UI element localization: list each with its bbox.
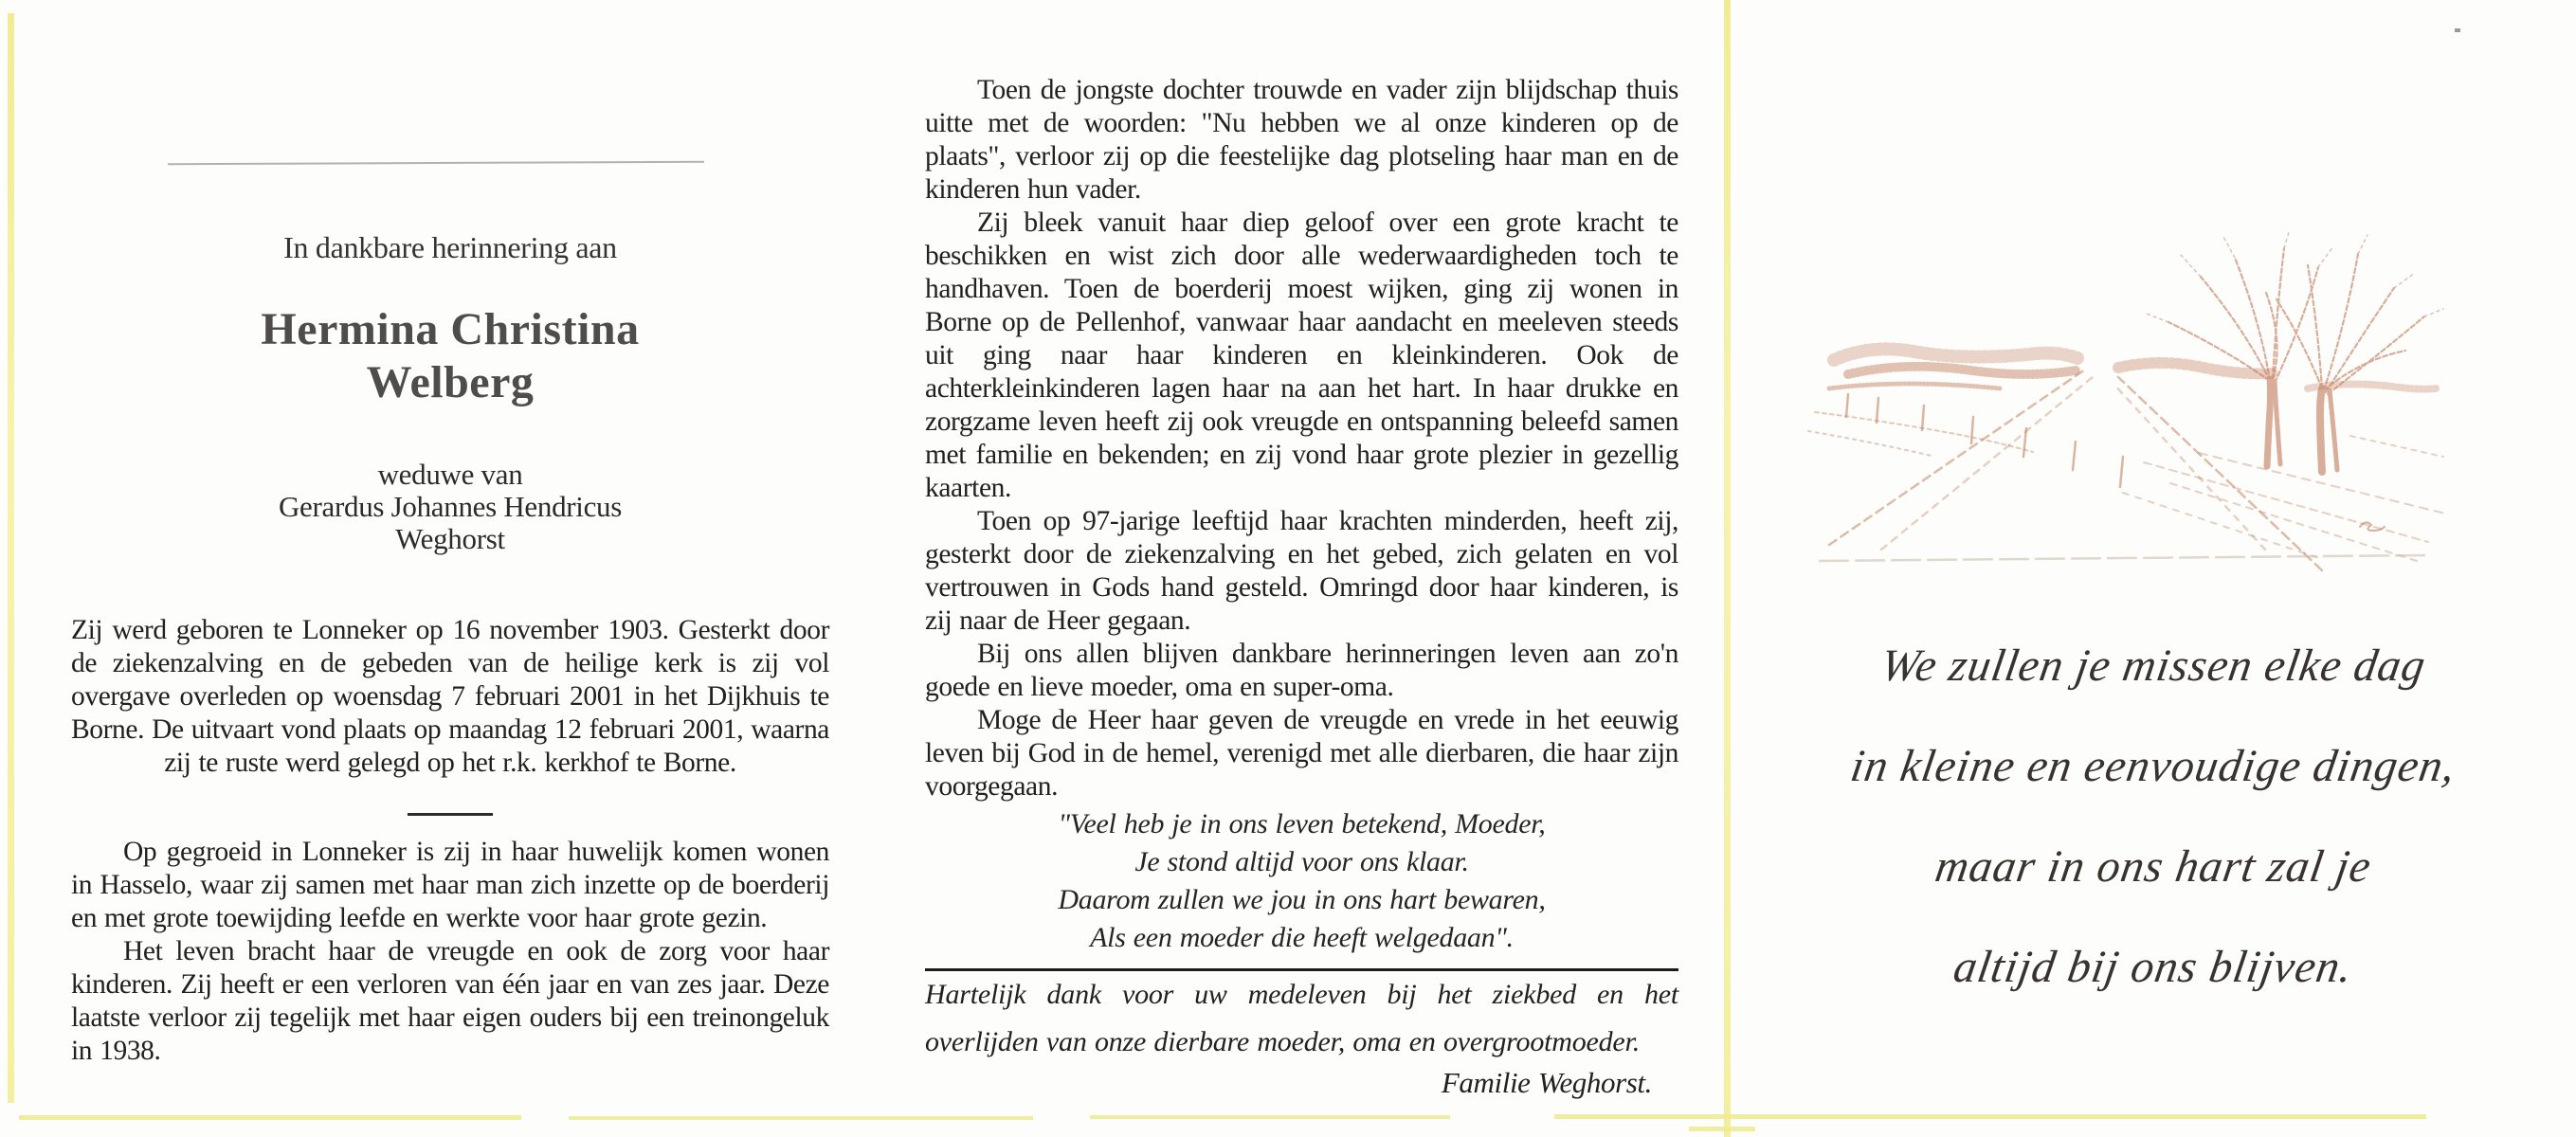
verse-line-3: maar in ons hart zal je xyxy=(1932,841,2375,892)
poem-line-4: Als een moeder die heeft welgedaan". xyxy=(1090,922,1514,953)
scan-fold-line xyxy=(1724,0,1731,1137)
memorial-poem xyxy=(925,803,1678,957)
spouse-name-line2: Weghorst xyxy=(395,522,505,555)
life-paragraph-1: Toen de jongste dochter trouwde en vader zijn blijdschap thuis uitte met de woorden: "Nu hebben we al onze kinderen op de plaats", verloor zij op die feestelijke dag plotseling haar man en de kinderen hun vader. xyxy=(925,75,1678,205)
poem-line-2: Je stond altijd voor ons klaar. xyxy=(1134,846,1469,877)
spouse-name-line1: Gerardus Johannes Hendricus xyxy=(278,490,623,523)
middle-panel xyxy=(925,0,1678,1137)
deceased-name-line1: Hermina Christina xyxy=(261,304,640,354)
life-paragraph-2: Zij bleek vanuit haar diep geloof over een grote kracht te beschikken en wist zich door alle wederwaardigheden toch te handhaven. Toen de boerderij moest wijken, ging zij wonen in Borne op de Pellenhof, vanwaar haar aandacht en meeleven steeds uit ging naar haar kinderen en kleinkinderen. Ook de achterkleinkinderen lagen haar na aan het hart. In haar drukke en zorgzame leven heeft zij ook vreugde en ontspanning beleefd samen met familie en bekenden; en zij vond haar grote plezier in gezellig kaarten. xyxy=(925,208,1678,503)
biography-paragraph-1: Zij werd geboren te Lonneker op 16 november 1903. Gesterkt door de ziekenzalving en de gebeden van de heilige kerk is zij vol overgave overleden op woensdag 7 februari 2001 in het Dijkhuis te Borne. De uitvaart vond plaats op maandag 12 februari 2001, waarna zij te ruste werd gelegd op het r.k. kerkhof te Borne. xyxy=(71,615,829,778)
right-panel xyxy=(1731,0,2576,1137)
verse-line-4: altijd bij ons blijven. xyxy=(1950,942,2357,992)
intro-line: In dankbare herinnering aan xyxy=(283,230,617,264)
life-paragraph-5: Moge de Heer haar geven de vreugde en vrede in het eeuwig leven bij God in de hemel, verenigd met alle dierbaren, die haar zijn voorgegaan. xyxy=(925,705,1678,802)
biography-paragraph-2: Op gegroeid in Lonneker is zij in haar huwelijk komen wonen in Hasselo, waar zij samen met haar man zich inzette op de boerderij en met grote toewijding leefde en werkte voor haar grote gezin. xyxy=(71,837,829,933)
life-paragraph-3: Toen op 97-jarige leeftijd haar krachten minderden, heeft zij, gesterkt door de ziekenzalving en het gebed, zich gelaten en vol vertrouwen in Gods hand gesteld. Omringd door haar kinderen, is zij naar de Heer gegaan. xyxy=(925,506,1678,636)
deceased-name-line2: Welberg xyxy=(366,357,535,407)
deceased-name xyxy=(71,303,829,409)
life-paragraph-4: Bij ons allen blijven dankbare herinneringen leven aan zo'n goede en lieve moeder, oma en super-oma. xyxy=(925,639,1678,702)
left-panel xyxy=(71,0,829,1137)
middle-text-flow xyxy=(925,74,1678,1099)
family-signature: Familie Weghorst. xyxy=(1441,1066,1652,1099)
farewell-verse xyxy=(1731,616,2576,1018)
biography-paragraph-3: Het leven bracht haar de vreugde en ook de zorg voor haar kinderen. Zij heeft er een verloren van één jaar en van zes jaar. Deze laatste verloor zij tegelijk met haar eigen ouders bij een treinongeluk in 1938. xyxy=(71,936,829,1066)
artist-signature-squiggle xyxy=(2360,522,2385,531)
spouse-block xyxy=(71,459,829,555)
thanks-paragraph: Hartelijk dank voor uw medeleven bij het ziekbed en het overlijden van onze dierbare moeder, oma en overgrootmoeder. xyxy=(925,979,1678,1057)
verse-line-2: in kleine en eenvoudige dingen, xyxy=(1847,741,2459,791)
country-lane-sketch-illustration xyxy=(1791,208,2455,587)
biography-paragraphs-2-3 xyxy=(71,836,829,1068)
relation-line: weduwe van xyxy=(377,458,523,491)
poem-line-1: "Veel heb je in ons leven betekend, Moeder, xyxy=(1058,808,1546,839)
section-divider xyxy=(408,813,493,816)
scan-edge-left xyxy=(8,13,14,1103)
verse-line-1: We zullen je missen elke dag xyxy=(1877,641,2430,691)
poem-line-3: Daarom zullen we jou in ons hart bewaren, xyxy=(1058,884,1546,915)
